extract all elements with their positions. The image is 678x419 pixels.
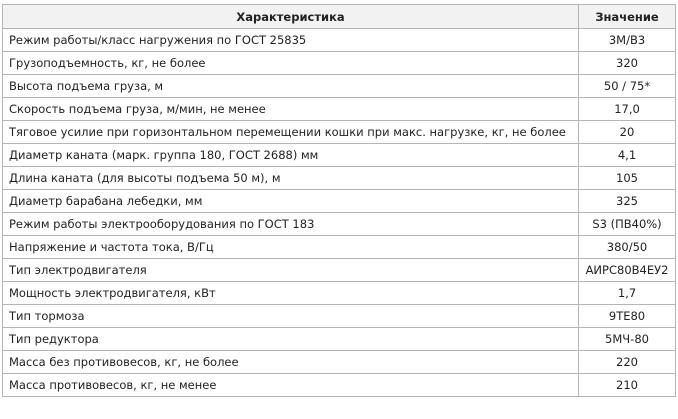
row-value-cell: 4,1: [579, 144, 676, 167]
row-value-cell: 380/50: [579, 236, 676, 259]
table-header-row: [3, 5, 676, 29]
row-parameter-cell: Тяговое усилие при горизонтальном перемещении кошки при макс. нагрузке, кг, не более: [3, 121, 579, 144]
table-row: [3, 351, 676, 374]
table-row: [3, 236, 676, 259]
row-parameter-cell: Высота подъема груза, м: [3, 75, 579, 98]
row-value-cell: 50 / 75*: [579, 75, 676, 98]
row-parameter-cell: Грузоподъемность, кг, не более: [3, 52, 579, 75]
row-value-cell: 320: [579, 52, 676, 75]
row-value-cell: S3 (ПВ40%): [579, 213, 676, 236]
table-row: [3, 75, 676, 98]
row-value-cell: 9ТЕ80: [579, 305, 676, 328]
table-row: [3, 190, 676, 213]
row-value-cell: 325: [579, 190, 676, 213]
table-row: [3, 374, 676, 397]
row-parameter-cell: Скорость подъема груза, м/мин, не менее: [3, 98, 579, 121]
row-value-cell: 220: [579, 351, 676, 374]
row-value-cell: 210: [579, 374, 676, 397]
row-parameter-cell: Мощность электродвигателя, кВт: [3, 282, 579, 305]
row-parameter-cell: Режим работы электрооборудования по ГОСТ 183: [3, 213, 579, 236]
row-value-cell: 20: [579, 121, 676, 144]
row-parameter-cell: Тип тормоза: [3, 305, 579, 328]
row-parameter-cell: Напряжение и частота тока, В/Гц: [3, 236, 579, 259]
table-row: [3, 144, 676, 167]
table-row: [3, 328, 676, 351]
table-row: [3, 121, 676, 144]
table-row: [3, 29, 676, 52]
table-row: [3, 98, 676, 121]
row-parameter-cell: Масса противовесов, кг, не менее: [3, 374, 579, 397]
row-value-cell: 1,7: [579, 282, 676, 305]
row-value-cell: 17,0: [579, 98, 676, 121]
header-characteristic: Характеристика: [3, 5, 579, 29]
row-parameter-cell: Тип электродвигателя: [3, 259, 579, 282]
row-parameter-cell: Режим работы/класс нагружения по ГОСТ 25835: [3, 29, 579, 52]
row-value-cell: 3М/В3: [579, 29, 676, 52]
table-row: [3, 52, 676, 75]
row-value-cell: АИРС80В4ЕУ2: [579, 259, 676, 282]
table-row: [3, 213, 676, 236]
row-value-cell: 105: [579, 167, 676, 190]
row-parameter-cell: Диаметр каната (марк. группа 180, ГОСТ 2688) мм: [3, 144, 579, 167]
table-row: [3, 259, 676, 282]
row-parameter-cell: Масса без противовесов, кг, не более: [3, 351, 579, 374]
header-value: Значение: [579, 5, 676, 29]
row-parameter-cell: Тип редуктора: [3, 328, 579, 351]
table-row: [3, 167, 676, 190]
row-parameter-cell: Длина каната (для высоты подъема 50 м), м: [3, 167, 579, 190]
row-parameter-cell: Диаметр барабана лебедки, мм: [3, 190, 579, 213]
table-row: [3, 282, 676, 305]
table-body: [3, 29, 676, 397]
row-value-cell: 5МЧ-80: [579, 328, 676, 351]
specifications-table: [2, 4, 676, 397]
table-row: [3, 305, 676, 328]
